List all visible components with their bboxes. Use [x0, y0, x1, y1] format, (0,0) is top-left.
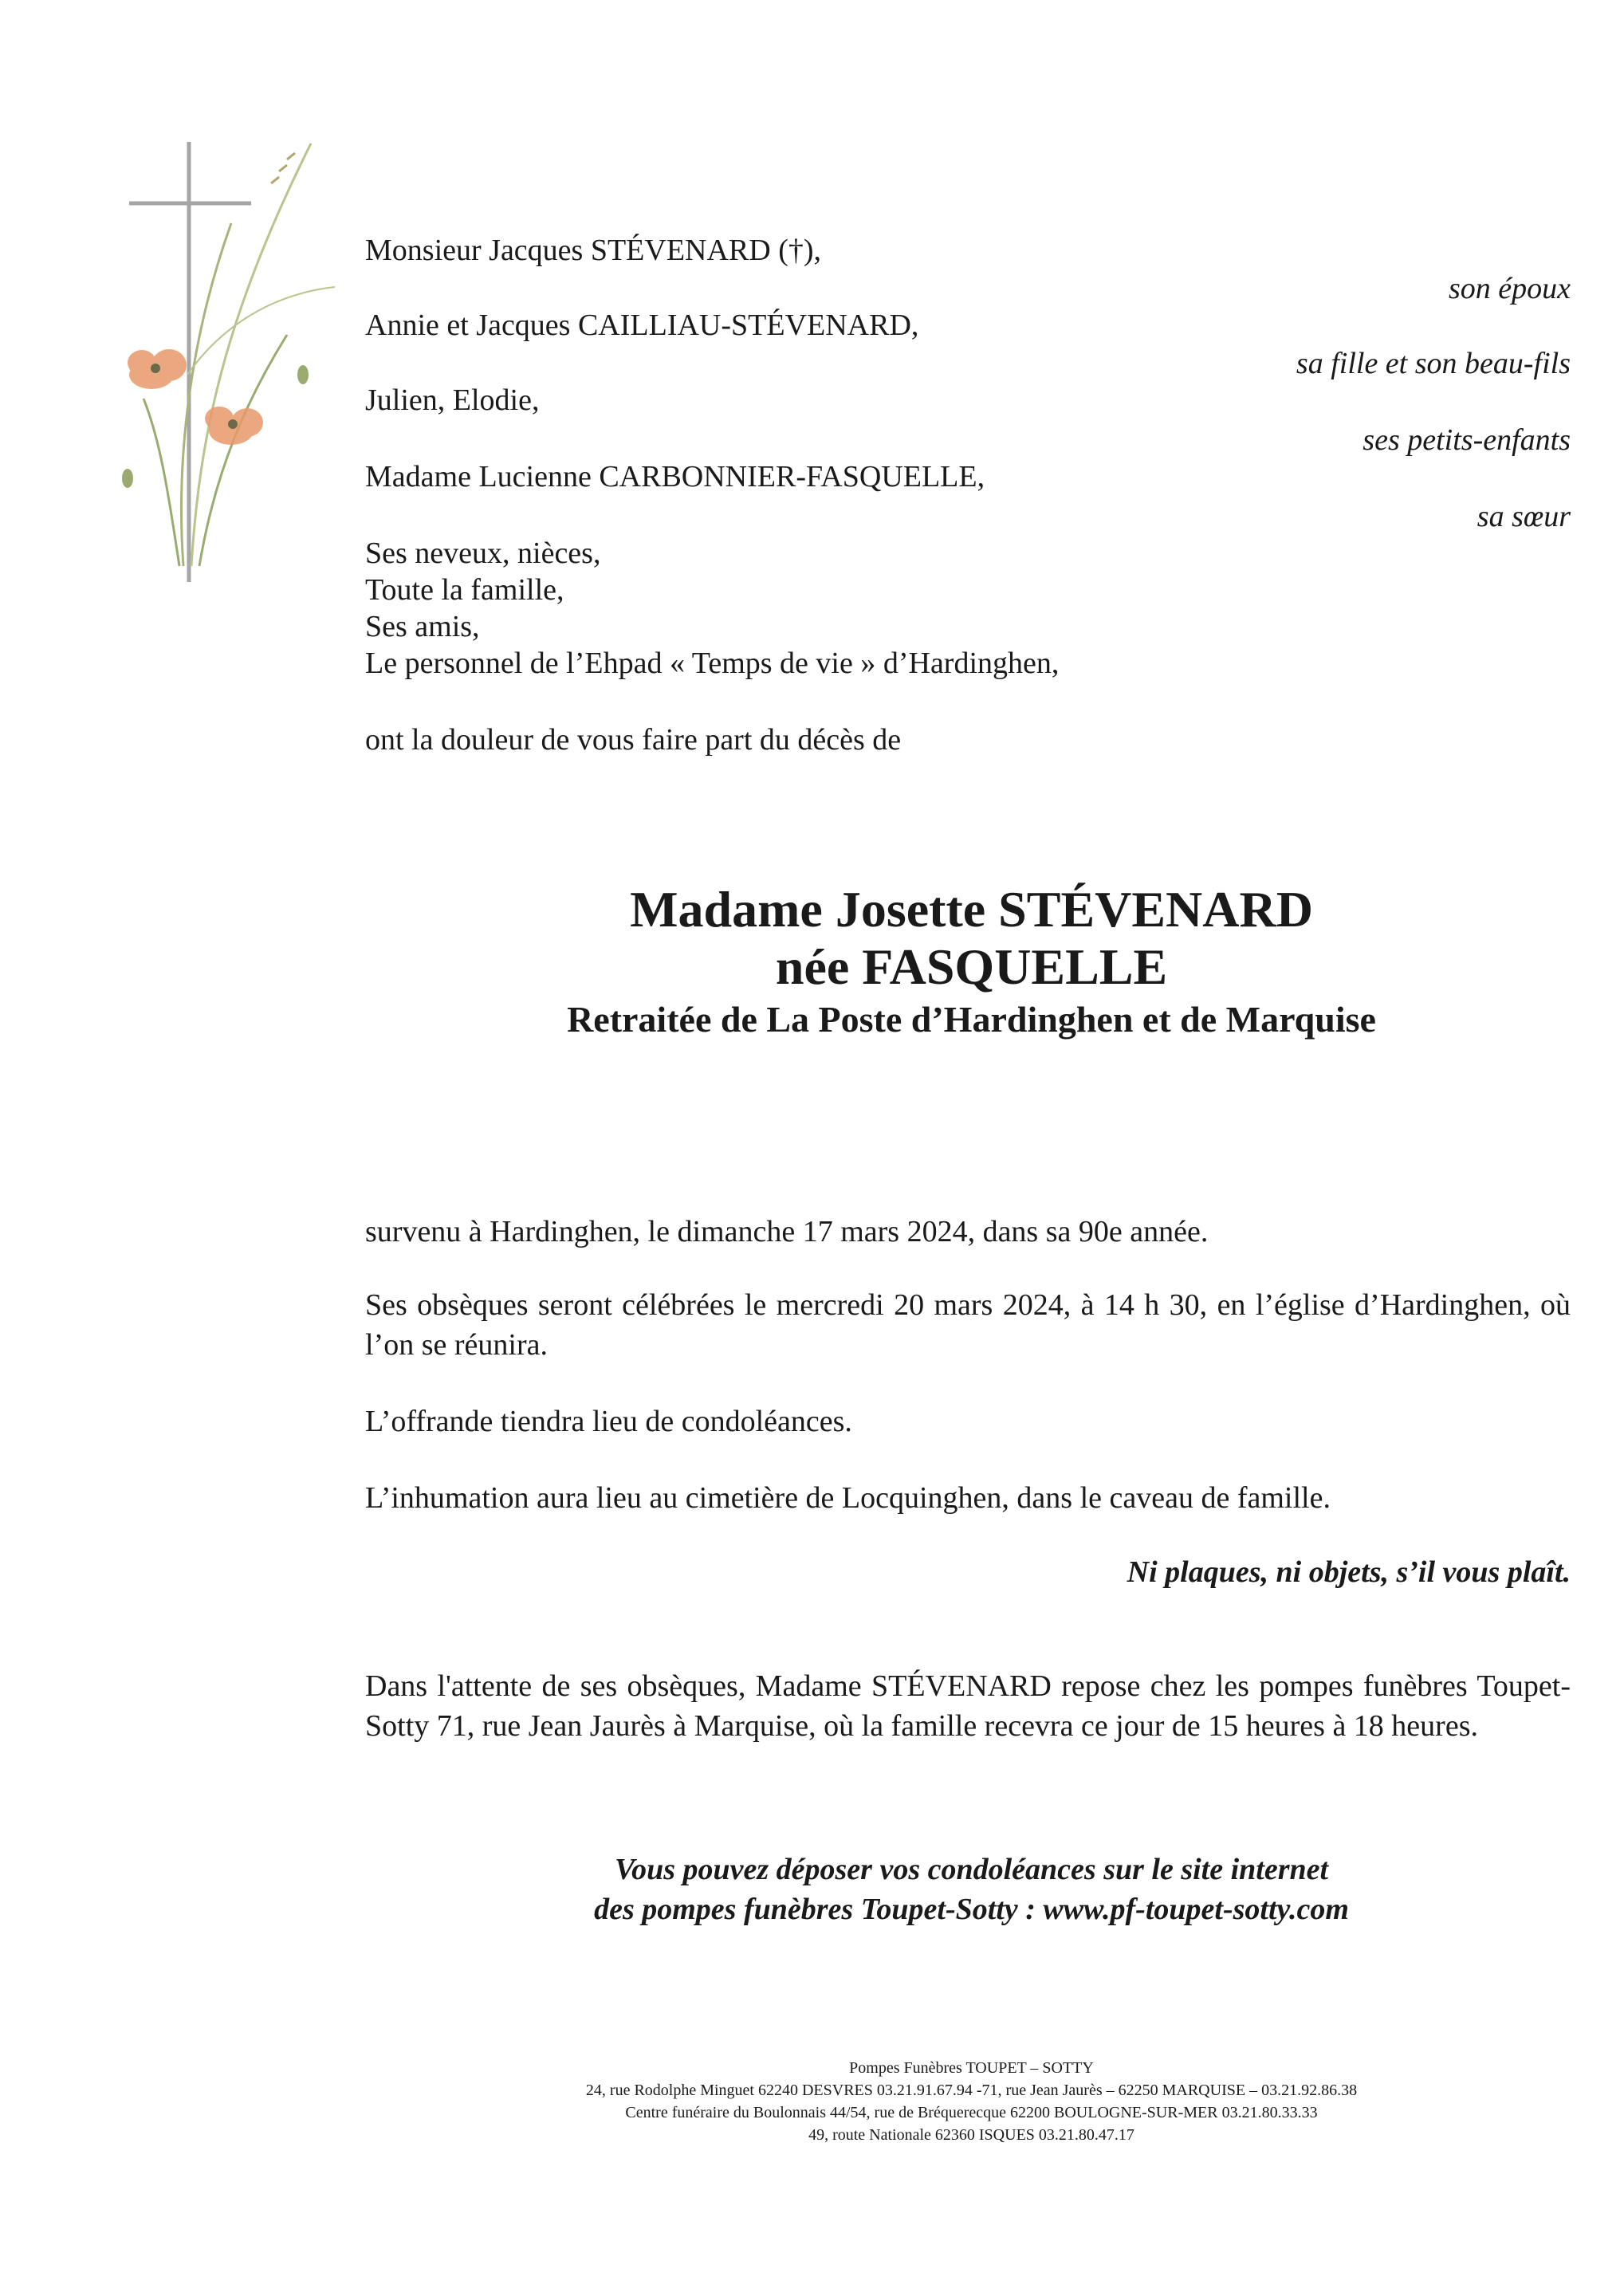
- others-line-2: Toute la famille,: [365, 573, 564, 607]
- online-line-1: Vous pouvez déposer vos condoléances sur le site internet: [614, 1853, 1329, 1886]
- relation-3: ses petits-enfants: [1363, 423, 1571, 457]
- footer-line-3: Centre funéraire du Boulonnais 44/54, rue de Bréquerecque 62200 BOULOGNE-SUR-MER 03.21.80.33.33: [625, 2104, 1318, 2121]
- announcement: ont la douleur de vous faire part du décès de: [365, 723, 902, 757]
- family-member-3: Julien, Elodie,: [365, 383, 540, 417]
- footer-line-2: 24, rue Rodolphe Minguet 62240 DESVRES 03.21.91.67.94 -71, rue Jean Jaurès – 62250 MARQUISE – 03.21.92.86.38: [585, 2082, 1358, 2099]
- online-condolences: [0, 1850, 1624, 1929]
- others-line-4: Le personnel de l’Ehpad « Temps de vie » d’Hardinghen,: [365, 647, 1060, 680]
- others-line-1: Ses neveux, nièces,: [365, 537, 601, 570]
- funeral-paragraph: Ses obsèques seront célébrées le mercredi 20 mars 2024, à 14 h 30, en l’église d’Hardinghen, où l’on se réunira.: [365, 1288, 1571, 1362]
- footer: [0, 2057, 1624, 2146]
- footer-line-1: Pompes Funèbres TOUPET – SOTTY: [849, 2059, 1094, 2077]
- death-paragraph: survenu à Hardinghen, le dimanche 17 mars 2024, dans sa 90e année.: [365, 1215, 1209, 1248]
- deceased-birth-name: née FASQUELLE: [775, 938, 1168, 995]
- relation-1: son époux: [1448, 272, 1571, 305]
- family-member-4: Madame Lucienne CARBONNIER-FASQUELLE,: [365, 460, 985, 493]
- deceased-block: [0, 881, 1624, 1044]
- relation-2: sa fille et son beau-fils: [1296, 347, 1571, 380]
- cross-and-poppies-icon: [96, 136, 367, 582]
- others-line-3: Ses amis,: [365, 610, 480, 643]
- relation-4: sa sœur: [1477, 500, 1571, 533]
- deceased-role: Retraitée de La Poste d’Hardinghen et de Marquise: [567, 999, 1376, 1040]
- online-line-2: des pompes funèbres Toupet-Sotty : www.pf-toupet-sotty.com: [594, 1893, 1349, 1926]
- family-member-2: Annie et Jacques CAILLIAU-STÉVENARD,: [365, 309, 919, 342]
- viewing-paragraph: Dans l'attente de ses obsèques, Madame STÉVENARD repose chez les pompes funèbres Toupet-Sotty 71, rue Jean Jaurès à Marquise, où la famille recevra ce jour de 15 heures à 18 heures.: [365, 1669, 1571, 1743]
- request-notice: Ni plaques, ni objets, s’il vous plaît.: [1127, 1555, 1571, 1589]
- burial-paragraph: L’inhumation aura lieu au cimetière de Locquinghen, dans le caveau de famille.: [365, 1481, 1331, 1515]
- offering-paragraph: L’offrande tiendra lieu de condoléances.: [365, 1405, 852, 1438]
- family-member-1: Monsieur Jacques STÉVENARD (†),: [365, 234, 822, 267]
- deceased-name: Madame Josette STÉVENARD: [630, 881, 1313, 938]
- footer-line-4: 49, route Nationale 62360 ISQUES 03.21.80.47.17: [808, 2126, 1134, 2144]
